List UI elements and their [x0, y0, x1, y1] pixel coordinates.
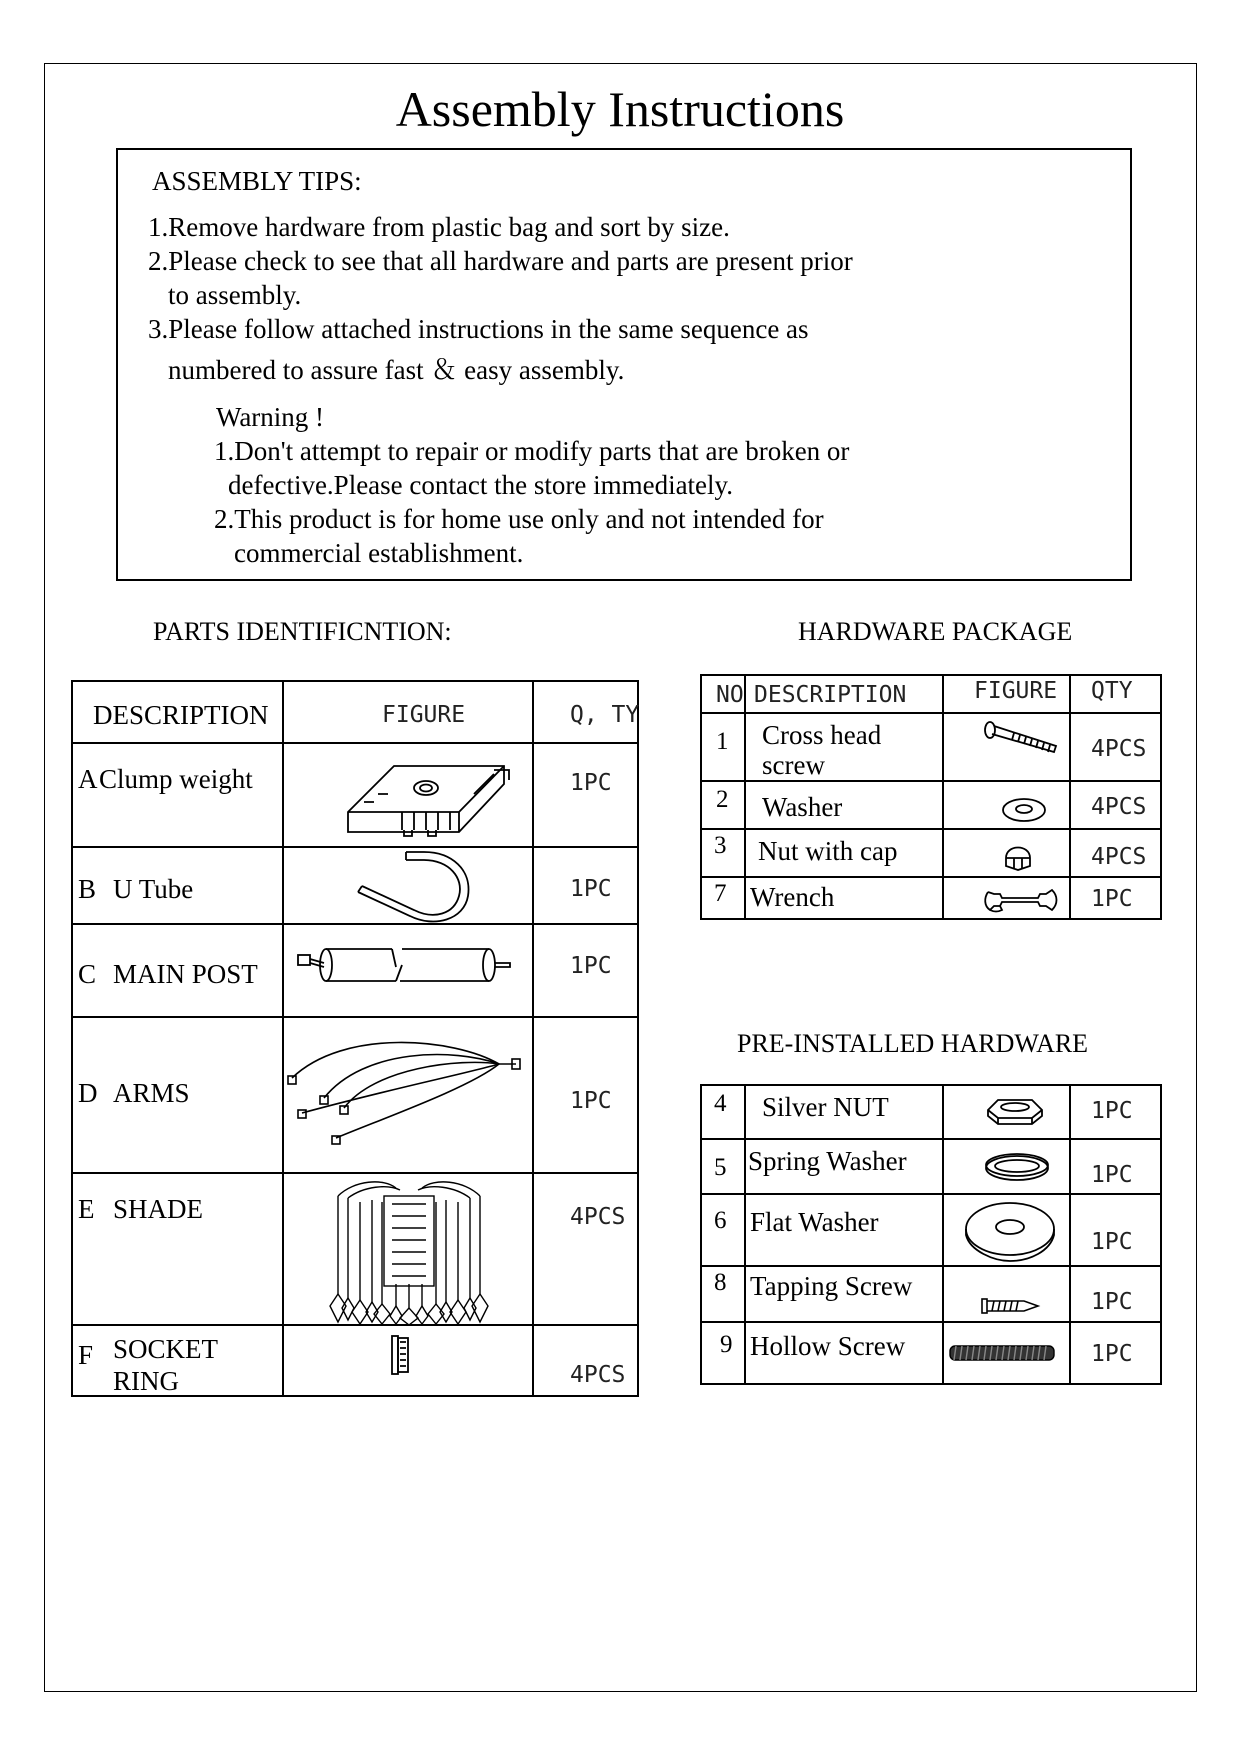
hardware-no: 1	[701, 713, 745, 781]
table-row	[72, 1017, 638, 1173]
hardware-qty: 4PCS	[1070, 829, 1161, 877]
hardware-no: 6	[701, 1194, 745, 1266]
table-row	[72, 743, 638, 847]
hardware-figure	[943, 1085, 1070, 1139]
shade-icon	[284, 1174, 534, 1326]
header-cell: FIGURE	[283, 681, 533, 743]
tips-heading: ASSEMBLY TIPS:	[152, 166, 362, 196]
hardware-figure	[943, 781, 1070, 829]
table-row	[72, 1325, 638, 1396]
washer-icon	[944, 782, 1071, 830]
warning-line: commercial establishment.	[234, 538, 524, 568]
main-post-icon	[284, 925, 534, 1018]
table-row	[701, 1194, 1161, 1266]
tip-line: numbered to assure fast ＆ easy assembly.	[168, 355, 625, 385]
hardware-no: 5	[701, 1139, 745, 1194]
parts-table	[71, 680, 639, 1397]
table-row	[701, 1322, 1161, 1384]
header-cell: QTY	[1070, 675, 1161, 713]
hardware-description: Tapping Screw	[745, 1266, 943, 1322]
flat-washer-icon	[944, 1195, 1071, 1267]
part-qty: 4PCS	[533, 1325, 638, 1396]
table-row	[701, 781, 1161, 829]
table-header-row	[701, 675, 1161, 713]
table-row	[701, 1139, 1161, 1194]
hardware-no: 9	[701, 1322, 745, 1384]
hardware-figure	[943, 829, 1070, 877]
table-row	[701, 829, 1161, 877]
part-figure	[283, 1325, 533, 1396]
cross-head-screw-icon	[944, 714, 1071, 782]
tip-line: 2.Please check to see that all hardware and parts are present prior	[148, 246, 853, 276]
hardware-qty: 4PCS	[1070, 713, 1161, 781]
table-row	[72, 1173, 638, 1325]
hardware-no: 8	[701, 1266, 745, 1322]
hardware-heading: HARDWARE PACKAGE	[798, 617, 1073, 646]
part-figure	[283, 743, 533, 847]
wrench-icon	[944, 878, 1071, 920]
part-figure	[283, 924, 533, 1017]
socket-ring-icon	[284, 1326, 534, 1397]
assembly-tips-box	[116, 148, 1132, 581]
part-description: F SOCKET RING	[72, 1325, 283, 1396]
part-qty: 1PC	[533, 847, 638, 924]
header-cell: Q, TY	[533, 681, 638, 743]
part-qty: 1PC	[533, 924, 638, 1017]
parts-heading: PARTS IDENTIFICNTION:	[153, 617, 452, 646]
tip-line: to assembly.	[168, 280, 302, 310]
hollow-screw-icon	[944, 1323, 1071, 1385]
warning-line: 1.Don't attempt to repair or modify parts that are broken or	[214, 436, 850, 466]
hex-nut-icon	[944, 1086, 1071, 1140]
hardware-qty: 1PC	[1070, 1085, 1161, 1139]
hardware-no: 7	[701, 877, 745, 919]
table-header-row	[72, 681, 638, 743]
cap-nut-icon	[944, 830, 1071, 878]
part-description: A Clump weight	[72, 743, 283, 847]
part-figure	[283, 1173, 533, 1325]
part-figure	[283, 847, 533, 924]
warning-heading: Warning !	[216, 402, 325, 432]
hardware-qty: 1PC	[1070, 877, 1161, 919]
hardware-qty: 1PC	[1070, 1322, 1161, 1384]
part-description: E SHADE	[72, 1173, 283, 1325]
hardware-table	[700, 674, 1162, 920]
preinstalled-table	[700, 1084, 1162, 1385]
hardware-no: 4	[701, 1085, 745, 1139]
hardware-description: Spring Washer	[745, 1139, 943, 1194]
table-row	[72, 924, 638, 1017]
u-tube-icon	[284, 848, 534, 925]
hardware-description: Nut with cap	[745, 829, 943, 877]
hardware-qty: 4PCS	[1070, 781, 1161, 829]
table-row	[701, 1085, 1161, 1139]
warning-line: 2.This product is for home use only and not intended for	[214, 504, 824, 534]
header-cell: DESCRIPTION	[72, 681, 283, 743]
part-qty: 1PC	[533, 743, 638, 847]
part-description: D ARMS	[72, 1017, 283, 1173]
preinstalled-heading: PRE-INSTALLED HARDWARE	[737, 1029, 1089, 1058]
spring-washer-icon	[944, 1140, 1071, 1195]
warning-line: defective.Please contact the store immediately.	[228, 470, 734, 500]
header-cell: DESCRIPTION	[745, 675, 943, 713]
table-row	[701, 1266, 1161, 1322]
table-row	[701, 713, 1161, 781]
hardware-qty: 1PC	[1070, 1194, 1161, 1266]
part-figure	[283, 1017, 533, 1173]
tip-line: 3.Please follow attached instructions in the same sequence as	[148, 314, 809, 344]
tip-line: 1.Remove hardware from plastic bag and sort by size.	[148, 212, 730, 242]
hardware-qty: 1PC	[1070, 1266, 1161, 1322]
page-title: Assembly Instructions	[395, 81, 845, 137]
hardware-figure	[943, 713, 1070, 781]
hardware-figure	[943, 1139, 1070, 1194]
part-qty: 4PCS	[533, 1173, 638, 1325]
clump-weight-icon	[284, 744, 534, 848]
hardware-no: 2	[701, 781, 745, 829]
header-cell: FIGURE	[943, 675, 1070, 713]
part-description: B U Tube	[72, 847, 283, 924]
hardware-qty: 1PC	[1070, 1139, 1161, 1194]
part-description: C MAIN POST	[72, 924, 283, 1017]
hardware-figure	[943, 1266, 1070, 1322]
hardware-figure	[943, 1194, 1070, 1266]
hardware-description: Flat Washer	[745, 1194, 943, 1266]
table-row	[701, 877, 1161, 919]
part-qty: 1PC	[533, 1017, 638, 1173]
hardware-description: Hollow Screw	[745, 1322, 943, 1384]
hardware-description: Washer	[745, 781, 943, 829]
hardware-description: Cross head screw	[745, 713, 943, 781]
tapping-screw-icon	[944, 1267, 1071, 1323]
hardware-description: Wrench	[745, 877, 943, 919]
arms-icon	[284, 1018, 534, 1174]
hardware-description: Silver NUT	[745, 1085, 943, 1139]
hardware-figure	[943, 1322, 1070, 1384]
hardware-figure	[943, 877, 1070, 919]
header-cell: NO	[701, 675, 745, 713]
hardware-no: 3	[701, 829, 745, 877]
table-row	[72, 847, 638, 924]
